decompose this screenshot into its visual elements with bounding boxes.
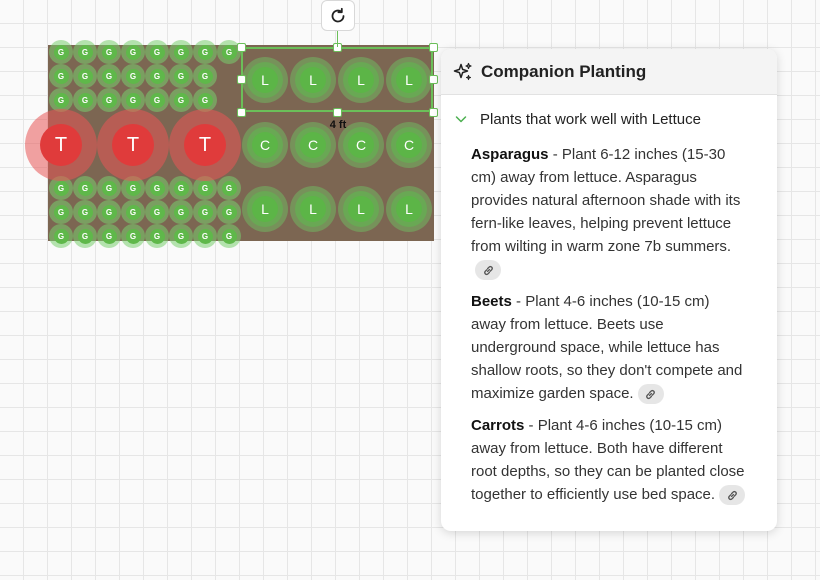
plant-marker-g-label: G <box>126 45 141 60</box>
dimension-label: 4 ft <box>329 119 347 131</box>
plant-marker-g[interactable] <box>145 88 169 112</box>
carrot-marker[interactable] <box>386 122 432 168</box>
plant-marker-g-label: G <box>102 69 117 84</box>
plant-marker-g[interactable] <box>145 200 169 224</box>
lettuce-marker-label: L <box>396 196 422 222</box>
resize-handle-bottom[interactable] <box>333 108 342 117</box>
plant-marker-g[interactable] <box>145 176 169 200</box>
plant-marker-g-label: G <box>102 229 117 244</box>
plant-marker-g[interactable] <box>73 224 97 248</box>
plant-marker-g[interactable] <box>121 64 145 88</box>
plant-marker-g-label: G <box>222 229 237 244</box>
plant-marker-g-label: G <box>102 205 117 220</box>
entry-name: Beets <box>471 293 512 310</box>
plant-marker-g-label: G <box>78 229 93 244</box>
entry-carrots <box>471 414 747 506</box>
plant-marker-g[interactable] <box>121 200 145 224</box>
rotate-icon <box>328 6 348 26</box>
section-toggle[interactable] <box>441 95 777 143</box>
rotate-button[interactable] <box>321 0 355 31</box>
plant-marker-g-label: G <box>150 93 165 108</box>
plant-marker-g-label: G <box>174 45 189 60</box>
resize-handle-left[interactable] <box>237 75 246 84</box>
sparkles-icon <box>453 62 473 82</box>
plant-marker-g-label: G <box>198 229 213 244</box>
carrot-marker-label: C <box>348 132 374 158</box>
lettuce-marker[interactable] <box>290 186 336 232</box>
tomato-marker[interactable] <box>25 109 97 181</box>
carrot-marker[interactable] <box>242 122 288 168</box>
plant-marker-g[interactable] <box>97 176 121 200</box>
lettuce-marker-label: L <box>348 196 374 222</box>
plant-marker-g[interactable] <box>217 224 241 248</box>
plant-marker-g-label: G <box>222 205 237 220</box>
plant-marker-g[interactable] <box>49 200 73 224</box>
plant-marker-g[interactable] <box>169 88 193 112</box>
resize-handle-bottom-right[interactable] <box>429 108 438 117</box>
plant-marker-g[interactable] <box>97 40 121 64</box>
entry-asparagus <box>471 143 747 281</box>
plant-marker-g-label: G <box>102 93 117 108</box>
entry-text: - Plant 6-12 inches (15-30 cm) away from lettuce. Asparagus provides natural afternoon shade with its fern-like leaves, helping prevent lettuce from wilting in warm zone 7b summers. <box>471 146 741 255</box>
plant-marker-g-label: G <box>54 93 69 108</box>
plant-marker-g-label: G <box>126 93 141 108</box>
entry-beets <box>471 290 747 405</box>
plant-marker-g[interactable] <box>73 64 97 88</box>
lettuce-marker-label: L <box>348 67 374 93</box>
carrot-marker-label: C <box>396 132 422 158</box>
plant-marker-g-label: G <box>174 229 189 244</box>
source-link-button[interactable] <box>475 260 501 280</box>
link-icon <box>482 264 495 277</box>
plant-marker-g-label: G <box>150 181 165 196</box>
plant-marker-g-label: G <box>150 205 165 220</box>
chevron-down-icon <box>454 112 468 126</box>
resize-handle-top-right[interactable] <box>429 43 438 52</box>
plant-marker-g-label: G <box>126 181 141 196</box>
plant-marker-g[interactable] <box>169 200 193 224</box>
lettuce-marker-label: L <box>396 67 422 93</box>
plant-marker-g-label: G <box>102 181 117 196</box>
lettuce-marker[interactable] <box>242 186 288 232</box>
plant-marker-g[interactable] <box>169 224 193 248</box>
plant-marker-g[interactable] <box>73 40 97 64</box>
entry-text: - Plant 4-6 inches (10-15 cm) away from lettuce. Both have different root depths, so they can be planted close together to efficiently use bed space. <box>471 417 745 503</box>
plant-marker-g-label: G <box>198 45 213 60</box>
selection-box[interactable] <box>241 47 433 112</box>
plant-marker-g-label: G <box>78 181 93 196</box>
panel-title: Companion Planting <box>481 61 647 81</box>
plant-marker-g[interactable] <box>145 40 169 64</box>
plant-marker-g-label: G <box>54 45 69 60</box>
plant-marker-g[interactable] <box>121 224 145 248</box>
tomato-marker[interactable] <box>97 109 169 181</box>
plant-marker-g-label: G <box>54 205 69 220</box>
plant-marker-g-label: G <box>198 181 213 196</box>
plant-marker-g[interactable] <box>217 200 241 224</box>
plant-marker-g[interactable] <box>193 200 217 224</box>
plant-marker-g[interactable] <box>217 176 241 200</box>
source-link-button[interactable] <box>719 485 745 505</box>
plant-marker-g[interactable] <box>169 64 193 88</box>
plant-marker-g-label: G <box>126 205 141 220</box>
plant-marker-g-label: G <box>54 229 69 244</box>
plant-marker-g[interactable] <box>73 200 97 224</box>
tomato-marker-label: T <box>184 124 226 166</box>
plant-marker-g-label: G <box>222 45 237 60</box>
section-title: Plants that work well with Lettuce <box>480 110 701 128</box>
plant-marker-g[interactable] <box>73 176 97 200</box>
tomato-marker[interactable] <box>169 109 241 181</box>
link-icon <box>726 489 739 502</box>
plant-marker-g-label: G <box>198 93 213 108</box>
plant-marker-g-label: G <box>174 205 189 220</box>
resize-handle-top-left[interactable] <box>237 43 246 52</box>
rotate-connector <box>337 31 338 47</box>
plant-marker-g[interactable] <box>97 224 121 248</box>
lettuce-marker[interactable] <box>338 186 384 232</box>
plant-marker-g[interactable] <box>193 64 217 88</box>
plant-marker-g[interactable] <box>169 40 193 64</box>
carrot-marker-label: C <box>300 132 326 158</box>
plant-marker-g[interactable] <box>145 224 169 248</box>
plant-marker-g[interactable] <box>73 88 97 112</box>
plant-marker-g-label: G <box>78 69 93 84</box>
plant-marker-g[interactable] <box>49 40 73 64</box>
plant-marker-g-label: G <box>54 69 69 84</box>
plant-marker-g-label: G <box>78 205 93 220</box>
plant-marker-g-label: G <box>126 229 141 244</box>
plant-marker-g[interactable] <box>97 88 121 112</box>
plant-marker-g-label: G <box>222 181 237 196</box>
plant-marker-g-label: G <box>78 93 93 108</box>
plant-marker-g-label: G <box>198 205 213 220</box>
plant-marker-g-label: G <box>174 181 189 196</box>
lettuce-marker[interactable] <box>386 186 432 232</box>
plant-marker-g[interactable] <box>193 224 217 248</box>
tomato-marker-label: T <box>112 124 154 166</box>
lettuce-marker-label: L <box>300 196 326 222</box>
plant-marker-g[interactable] <box>169 176 193 200</box>
plant-marker-g-label: G <box>174 69 189 84</box>
tomato-marker-label: T <box>40 124 82 166</box>
plant-marker-g[interactable] <box>193 40 217 64</box>
plant-marker-g-label: G <box>126 69 141 84</box>
lettuce-marker-label: L <box>252 67 278 93</box>
entry-text: - Plant 4-6 inches (10-15 cm) away from lettuce. Beets use underground space, while lettuce has shallow roots, so they don't compete and maximize garden space. <box>471 293 743 402</box>
source-link-button[interactable] <box>638 384 664 404</box>
entry-name: Carrots <box>471 417 525 434</box>
link-icon <box>644 388 657 401</box>
plant-marker-g-label: G <box>150 45 165 60</box>
entries-list <box>441 143 777 506</box>
plant-marker-g[interactable] <box>97 64 121 88</box>
plant-marker-g[interactable] <box>121 40 145 64</box>
companion-planting-panel <box>441 49 777 531</box>
plant-marker-g[interactable] <box>49 64 73 88</box>
carrot-marker-label: C <box>252 132 278 158</box>
lettuce-marker-label: L <box>252 196 278 222</box>
plant-marker-g-label: G <box>78 45 93 60</box>
plant-marker-g[interactable] <box>97 200 121 224</box>
panel-header <box>441 49 777 95</box>
plant-marker-g[interactable] <box>145 64 169 88</box>
plant-marker-g[interactable] <box>49 224 73 248</box>
plant-marker-g-label: G <box>150 69 165 84</box>
resize-handle-right[interactable] <box>429 75 438 84</box>
plant-marker-g-label: G <box>198 69 213 84</box>
plant-marker-g-label: G <box>54 181 69 196</box>
entry-name: Asparagus <box>471 146 549 163</box>
plant-marker-g-label: G <box>150 229 165 244</box>
plant-marker-g-label: G <box>174 93 189 108</box>
plant-marker-g-label: G <box>102 45 117 60</box>
resize-handle-bottom-left[interactable] <box>237 108 246 117</box>
lettuce-marker-label: L <box>300 67 326 93</box>
